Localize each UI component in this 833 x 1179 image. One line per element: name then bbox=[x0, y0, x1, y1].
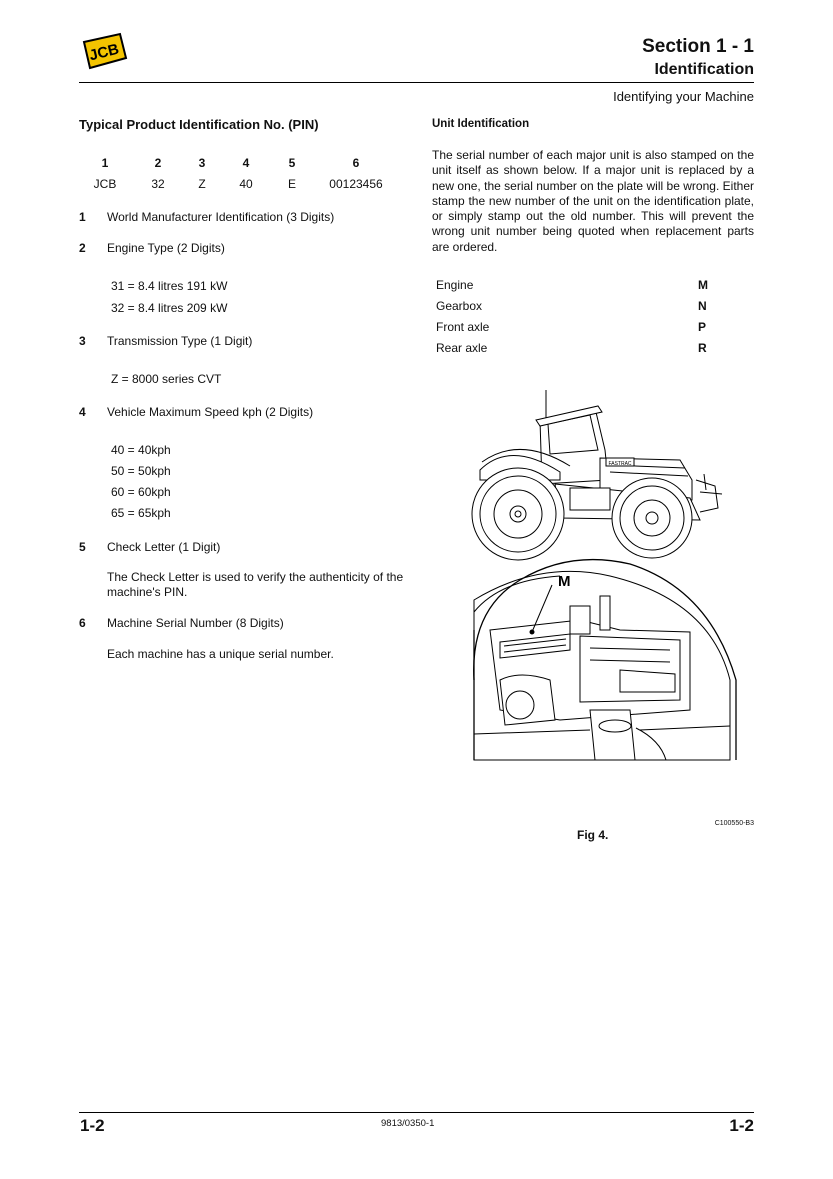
item-text: Engine Type (2 Digits) bbox=[107, 241, 225, 255]
footer-page-right: 1-2 bbox=[729, 1116, 754, 1135]
figure-caption: Fig 4. bbox=[577, 828, 609, 842]
item-number: 3 bbox=[79, 334, 86, 348]
figure-code: C100550-B3 bbox=[714, 820, 754, 827]
svg-text:FASTRAC: FASTRAC bbox=[608, 461, 632, 467]
pin-position: 3 bbox=[198, 156, 206, 170]
speed-option: 50 = 50kph bbox=[111, 464, 171, 478]
transmission-option: Z = 8000 series CVT bbox=[111, 372, 222, 386]
unit-name: Front axle bbox=[436, 320, 490, 334]
unit-identification-paragraph: The serial number of each major unit is also stamped on the unit itself as shown below. If a major unit is replaced by a new one, the serial number on the plate will be wrong. Either stamp the new number of the unit on the identification plate, or simply stamp out the old number. This will prevent the wrong unit number being quoted when replacement parts are ordered. bbox=[432, 148, 754, 254]
pin-value: 00123456 bbox=[329, 177, 383, 191]
unit-code: P bbox=[698, 320, 707, 334]
speed-option: 65 = 65kph bbox=[111, 506, 171, 520]
engine-option: 32 = 8.4 litres 209 kW bbox=[111, 301, 228, 315]
section-subtitle: Identification bbox=[654, 61, 754, 78]
pin-value: E bbox=[287, 177, 296, 191]
engine-detail-inset bbox=[474, 571, 730, 760]
pin-position: 6 bbox=[352, 156, 360, 170]
item-text: World Manufacturer Identification (3 Digits) bbox=[107, 210, 335, 224]
pin-position: 1 bbox=[101, 156, 109, 170]
footer-doc-number: 9813/0350-1 bbox=[381, 1118, 435, 1129]
unit-name: Engine bbox=[436, 278, 474, 292]
item-text: Machine Serial Number (8 Digits) bbox=[107, 616, 284, 630]
footer-rule bbox=[79, 1112, 754, 1113]
unit-code: N bbox=[698, 299, 707, 313]
item-number: 4 bbox=[79, 405, 86, 419]
engine-option: 31 = 8.4 litres 191 kW bbox=[111, 279, 228, 293]
speed-option: 40 = 40kph bbox=[111, 443, 171, 457]
header-rule bbox=[79, 82, 754, 83]
item-text: Transmission Type (1 Digit) bbox=[107, 334, 253, 348]
tractor-illustration bbox=[472, 390, 722, 560]
jcb-logo bbox=[80, 32, 128, 72]
speed-option: 60 = 60kph bbox=[111, 485, 171, 499]
pin-heading: Typical Product Identification No. (PIN) bbox=[79, 117, 319, 132]
item-number: 2 bbox=[79, 241, 86, 255]
unit-name: Gearbox bbox=[436, 299, 483, 313]
pin-value: Z bbox=[198, 177, 206, 191]
item-number: 1 bbox=[79, 210, 86, 224]
serial-number-description: Each machine has a unique serial number. bbox=[107, 647, 334, 661]
pin-value: 32 bbox=[151, 177, 165, 191]
tractor-engine-figure bbox=[460, 380, 760, 805]
footer-page-left: 1-2 bbox=[80, 1116, 105, 1135]
item-number: 6 bbox=[79, 616, 86, 630]
unit-identification-heading: Unit Identification bbox=[432, 118, 530, 130]
item-text: Vehicle Maximum Speed kph (2 Digits) bbox=[107, 405, 314, 419]
pin-position: 5 bbox=[288, 156, 296, 170]
engine-callout-label: M bbox=[558, 573, 571, 590]
check-letter-description: The Check Letter is used to verify the authenticity of the machine's PIN. bbox=[107, 570, 404, 599]
page-subtitle: Identifying your Machine bbox=[613, 89, 754, 104]
unit-name: Rear axle bbox=[436, 341, 488, 355]
pin-position: 2 bbox=[154, 156, 162, 170]
pin-position: 4 bbox=[242, 156, 250, 170]
unit-code: M bbox=[698, 278, 708, 292]
svg-text:JCB: JCB bbox=[87, 40, 121, 65]
section-title: Section 1 - 1 bbox=[642, 36, 754, 57]
item-number: 5 bbox=[79, 540, 86, 554]
pin-value: JCB bbox=[93, 177, 117, 191]
unit-code: R bbox=[698, 341, 707, 355]
item-text: Check Letter (1 Digit) bbox=[107, 540, 221, 554]
pin-value: 40 bbox=[239, 177, 253, 191]
